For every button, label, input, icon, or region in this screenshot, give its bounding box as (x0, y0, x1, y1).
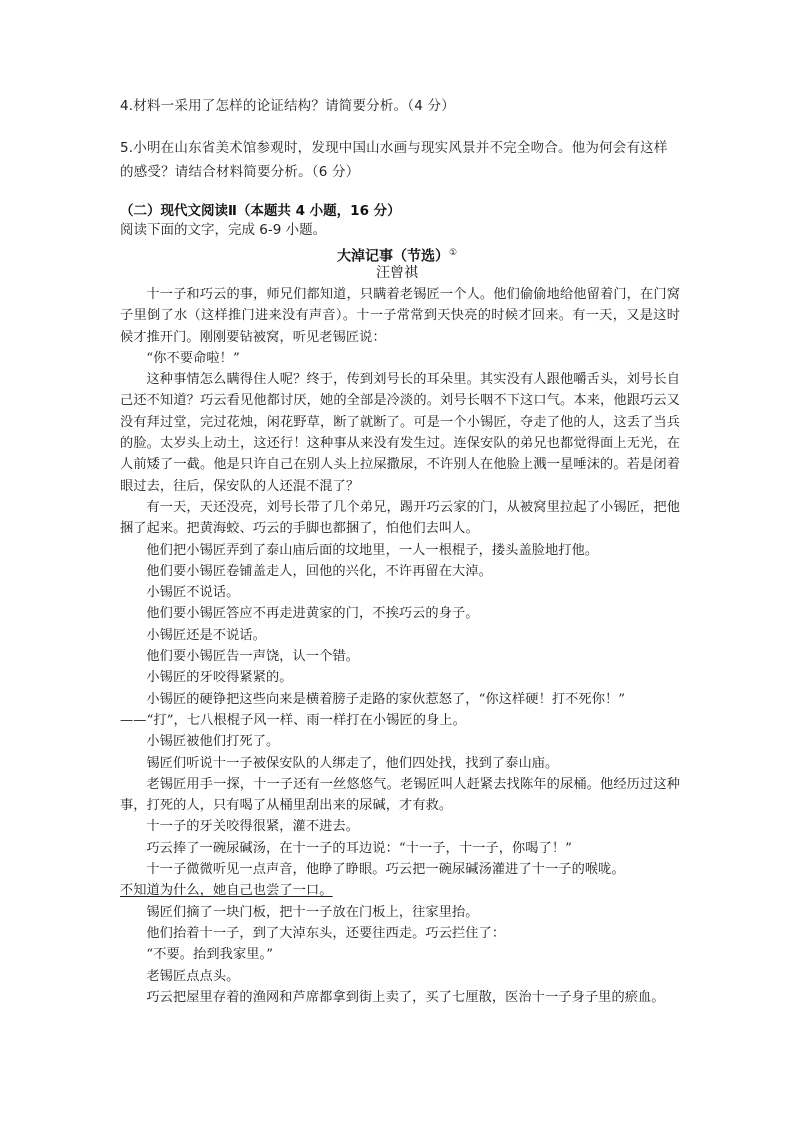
paragraph: 十一子的牙关咬得很紧，灌不进去。 (146, 819, 359, 835)
article-title-text: 大淖记事（节选） (336, 248, 449, 265)
paragraph: 锡匠们摘了一块门板，把十一子放在门板上，往家里抬。 (146, 904, 479, 920)
paragraph: 这种事情怎么瞒得住人呢？终于，传到刘号长的耳朵里。其实没有人跟他嚼舌头，刘号长自己还不知道？巧云看见他都讨厌，她的全部是冷淡的。刘号长咽不下这口气。本来，他跟巧云又没有拜过堂，完过花烛，闲花野草，断了就断了。可是一个小锡匠，夺走了他的人，这丢了当兵的脸。太岁头上动土，这还行！这种事从来没有发生过。连保安队的弟兄也都觉得面上无光，在人前矮了一截。他是只许自己在别人头上拉屎撒尿，不许别人在他脸上溅一星唾沫的。若是闭着眼过去，往后，保安队的人还混不混了？ (120, 372, 680, 494)
paragraph: 巧云捧了一碗尿碱汤，在十一子的耳边说：“十一子，十一子，你喝了！” (146, 840, 572, 856)
paragraph: 他们要小锡匠答应不再走进黄家的门，不挨巧云的身子。 (146, 606, 479, 622)
paragraph: 小锡匠不说话。 (146, 585, 240, 601)
paragraph: 巧云把屋里存着的渔网和芦席都拿到街上卖了，买了七厘散，医治十一子身子里的瘀血。 (146, 989, 665, 1005)
paragraph: 他们要小锡匠卷铺盖走人，回他的兴化，不许再留在大淖。 (146, 563, 492, 579)
paragraph: 有一天，天还没亮，刘号长带了几个弟兄，踢开巧云家的门，从被窝里拉起了小锡匠，把他捆了起来。把黄海蛟、巧云的手脚也都捆了，怕他们去叫人。 (120, 499, 680, 537)
article-author: 汪曾祺 (376, 265, 418, 281)
paragraph: 小锡匠被他们打死了。 (146, 734, 280, 750)
paragraph: 小锡匠还是不说话。 (146, 627, 266, 643)
paragraph: 锡匠们听说十一子被保安队的人绑走了，他们四处找，找到了泰山庙。 (146, 755, 559, 771)
question-5: 5.小明在山东省美术馆参观时，发现中国山水画与现实风景并不完全吻合。他为何会有这样的感受？请结合材料简要分析。（6 分） (120, 140, 668, 180)
paragraph: 老锡匠用手一探，十一子还有一丝悠悠气。老锡匠叫人赶紧去找陈年的尿桶。他经历过这种事，打死的人，只有喝了从桶里刮出来的尿碱，才有救。 (120, 776, 680, 814)
section-heading: （二）现代文阅读Ⅱ（本题共 4 小题，16 分） (120, 203, 401, 219)
footnote-mark: ① (448, 248, 458, 258)
paragraph: 十一子和巧云的事，师兄们都知道，只瞒着老锡匠一个人。他们偷偷地给他留着门，在门窝子里倒了水（这样推门进来没有声音）。十一子常常到天快亮的时候才回来。有一天，又是这时候才推开门。刚刚要钻被窝，听见老锡匠说： (120, 287, 680, 345)
section-instruction: 阅读下面的文字，完成 6-9 小题。 (120, 222, 327, 238)
underlined-sentence: 不知道为什么，她自己也尝了一口。 (120, 883, 333, 899)
paragraph: “不要。抬到我家里。” (146, 947, 274, 963)
paragraph: 他们把小锡匠弄到了泰山庙后面的坟地里，一人一根棍子，搂头盖脸地打他。 (146, 542, 599, 558)
paragraph: 小锡匠的硬铮把这些向来是横着膀子走路的家伙惹怒了，“你这样硬！打不死你！” (146, 691, 626, 707)
paragraph-dash-line: ——“打”，七八根棍子风一样、雨一样打在小锡匠的身上。 (120, 712, 466, 728)
paragraph: 他们抬着十一子，到了大淖东头，还要往西走。巧云拦住了： (146, 925, 506, 941)
question-4: 4.材料一采用了怎样的论证结构？请简要分析。（4 分） (120, 98, 455, 114)
article-body (120, 284, 680, 1008)
paragraph: 小锡匠的牙咬得紧紧的。 (146, 670, 293, 686)
paragraph: 老锡匠点点头。 (146, 968, 240, 984)
paragraph: 他们要小锡匠告一声饶，认一个错。 (146, 649, 359, 665)
underlined-sentence-line (120, 880, 680, 901)
paragraph: 十一子微微听见一点声音，他睁了睁眼。巧云把一碗尿碱汤灌进了十一子的喉咙。 (146, 862, 625, 878)
paragraph: “你不要命啦！” (146, 350, 240, 366)
